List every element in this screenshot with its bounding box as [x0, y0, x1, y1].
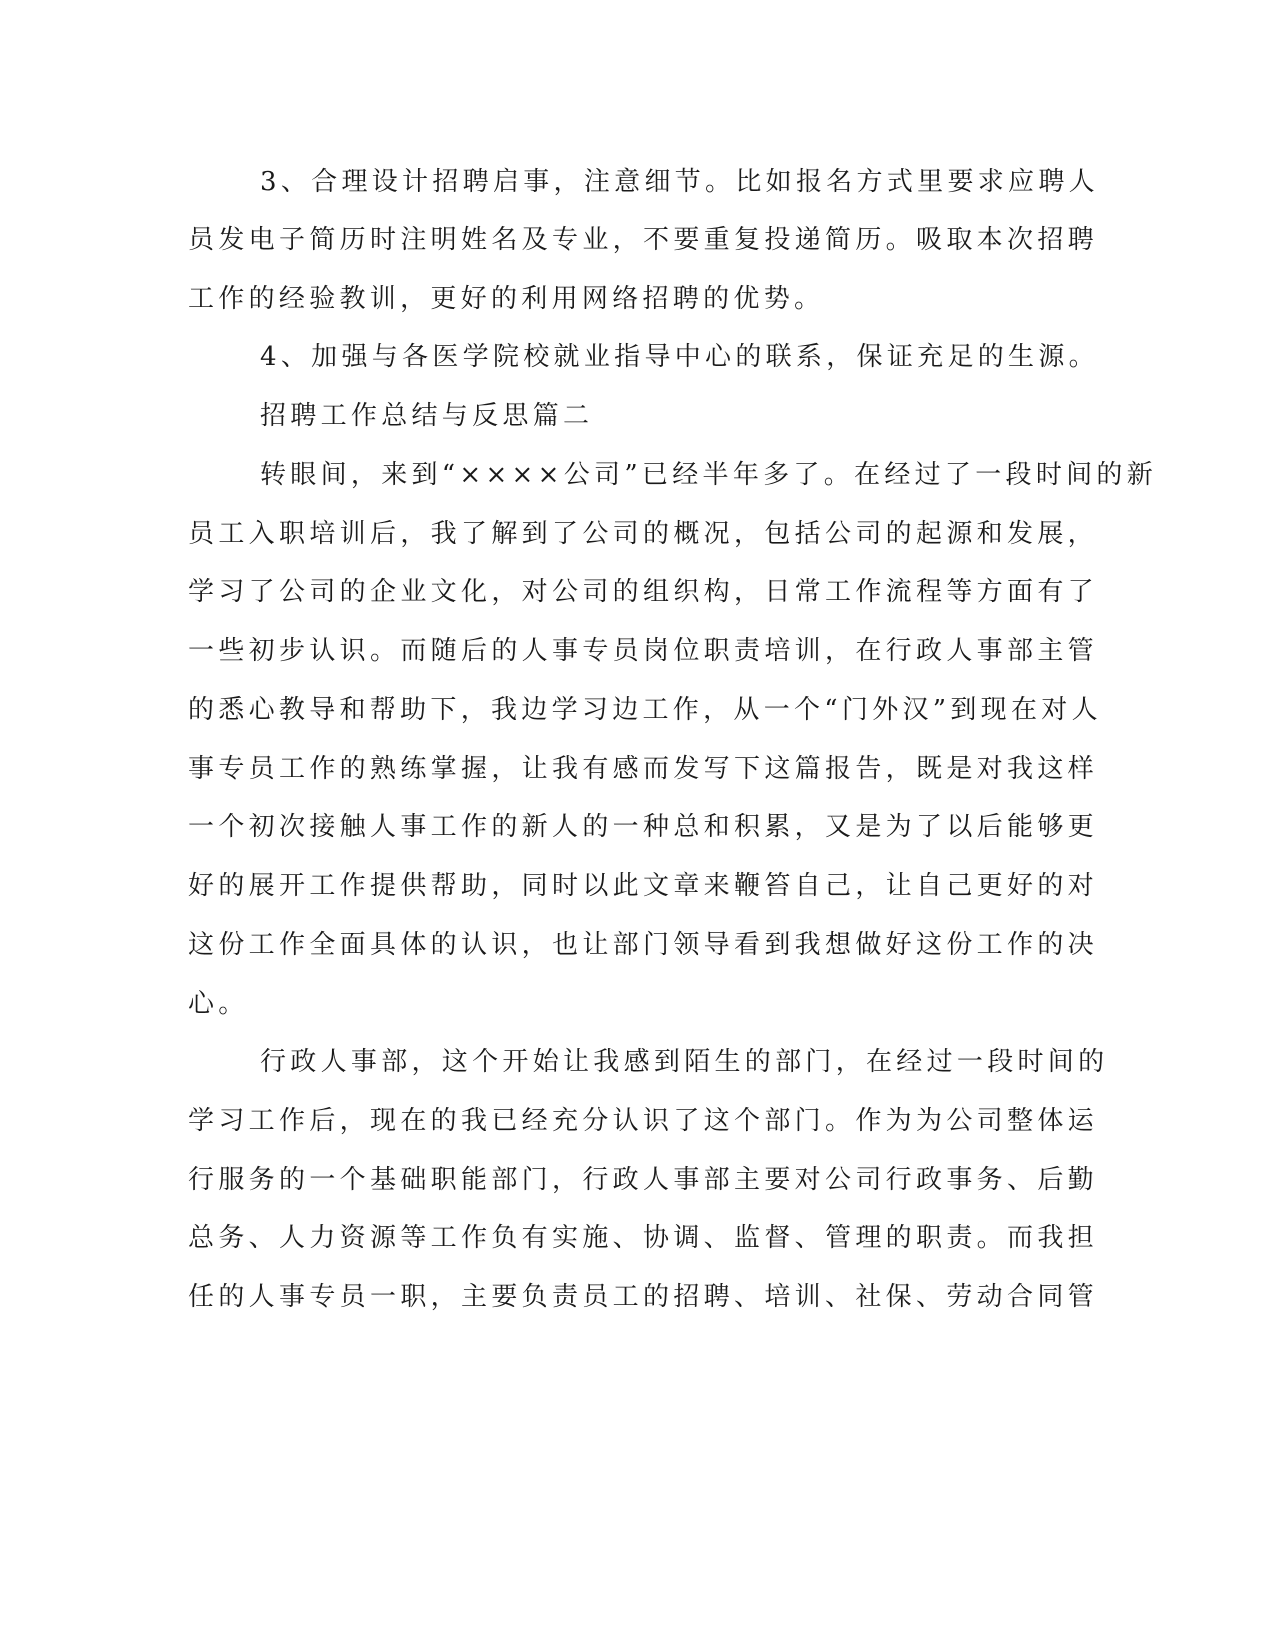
text-line-11: 事专员工作的熟练掌握，让我有感而发写下这篇报告，既是对我这样	[188, 754, 1098, 784]
text-line-7: 员工入职培训后，我了解到了公司的概况，包括公司的起源和发展，	[188, 519, 1098, 549]
text-line-2: 员发电子简历时注明姓名及专业，不要重复投递简历。吸取本次招聘	[188, 225, 1098, 255]
text-line-17: 学习工作后，现在的我已经充分认识了这个部门。作为为公司整体运	[188, 1106, 1098, 1136]
text-line-18: 行服务的一个基础职能部门，行政人事部主要对公司行政事务、后勤	[188, 1165, 1098, 1195]
text-line-8: 学习了公司的企业文化，对公司的组织构，日常工作流程等方面有了	[188, 577, 1098, 607]
text-line-13: 好的展开工作提供帮助，同时以此文章来鞭笞自己，让自己更好的对	[188, 871, 1098, 901]
text-line-15: 心。	[188, 989, 249, 1019]
text-line-3: 工作的经验教训，更好的利用网络招聘的优势。	[188, 284, 825, 314]
text-line-14: 这份工作全面具体的认识，也让部门领导看到我想做好这份工作的决	[188, 930, 1098, 960]
section-title: 招聘工作总结与反思篇二	[260, 401, 594, 431]
text-line-9: 一些初步认识。而随后的人事专员岗位职责培训，在行政人事部主管	[188, 636, 1098, 666]
text-line-16: 行政人事部，这个开始让我感到陌生的部门，在经过一段时间的	[260, 1047, 1109, 1077]
text-line-12: 一个初次接触人事工作的新人的一种总和积累，又是为了以后能够更	[188, 812, 1098, 842]
text-line-4: 4、加强与各医学院校就业指导中心的联系，保证充足的生源。	[260, 342, 1099, 372]
text-line-20: 任的人事专员一职，主要负责员工的招聘、培训、社保、劳动合同管	[188, 1282, 1098, 1312]
text-line-1: 3、合理设计招聘启事，注意细节。比如报名方式里要求应聘人	[260, 167, 1099, 197]
text-line-10: 的悉心教导和帮助下，我边学习边工作，从一个“门外汉”到现在对人	[188, 695, 1102, 725]
text-line-6: 转眼间，来到“××××公司”已经半年多了。在经过了一段时间的新	[260, 460, 1158, 490]
text-line-19: 总务、人力资源等工作负有实施、协调、监督、管理的职责。而我担	[188, 1223, 1098, 1253]
